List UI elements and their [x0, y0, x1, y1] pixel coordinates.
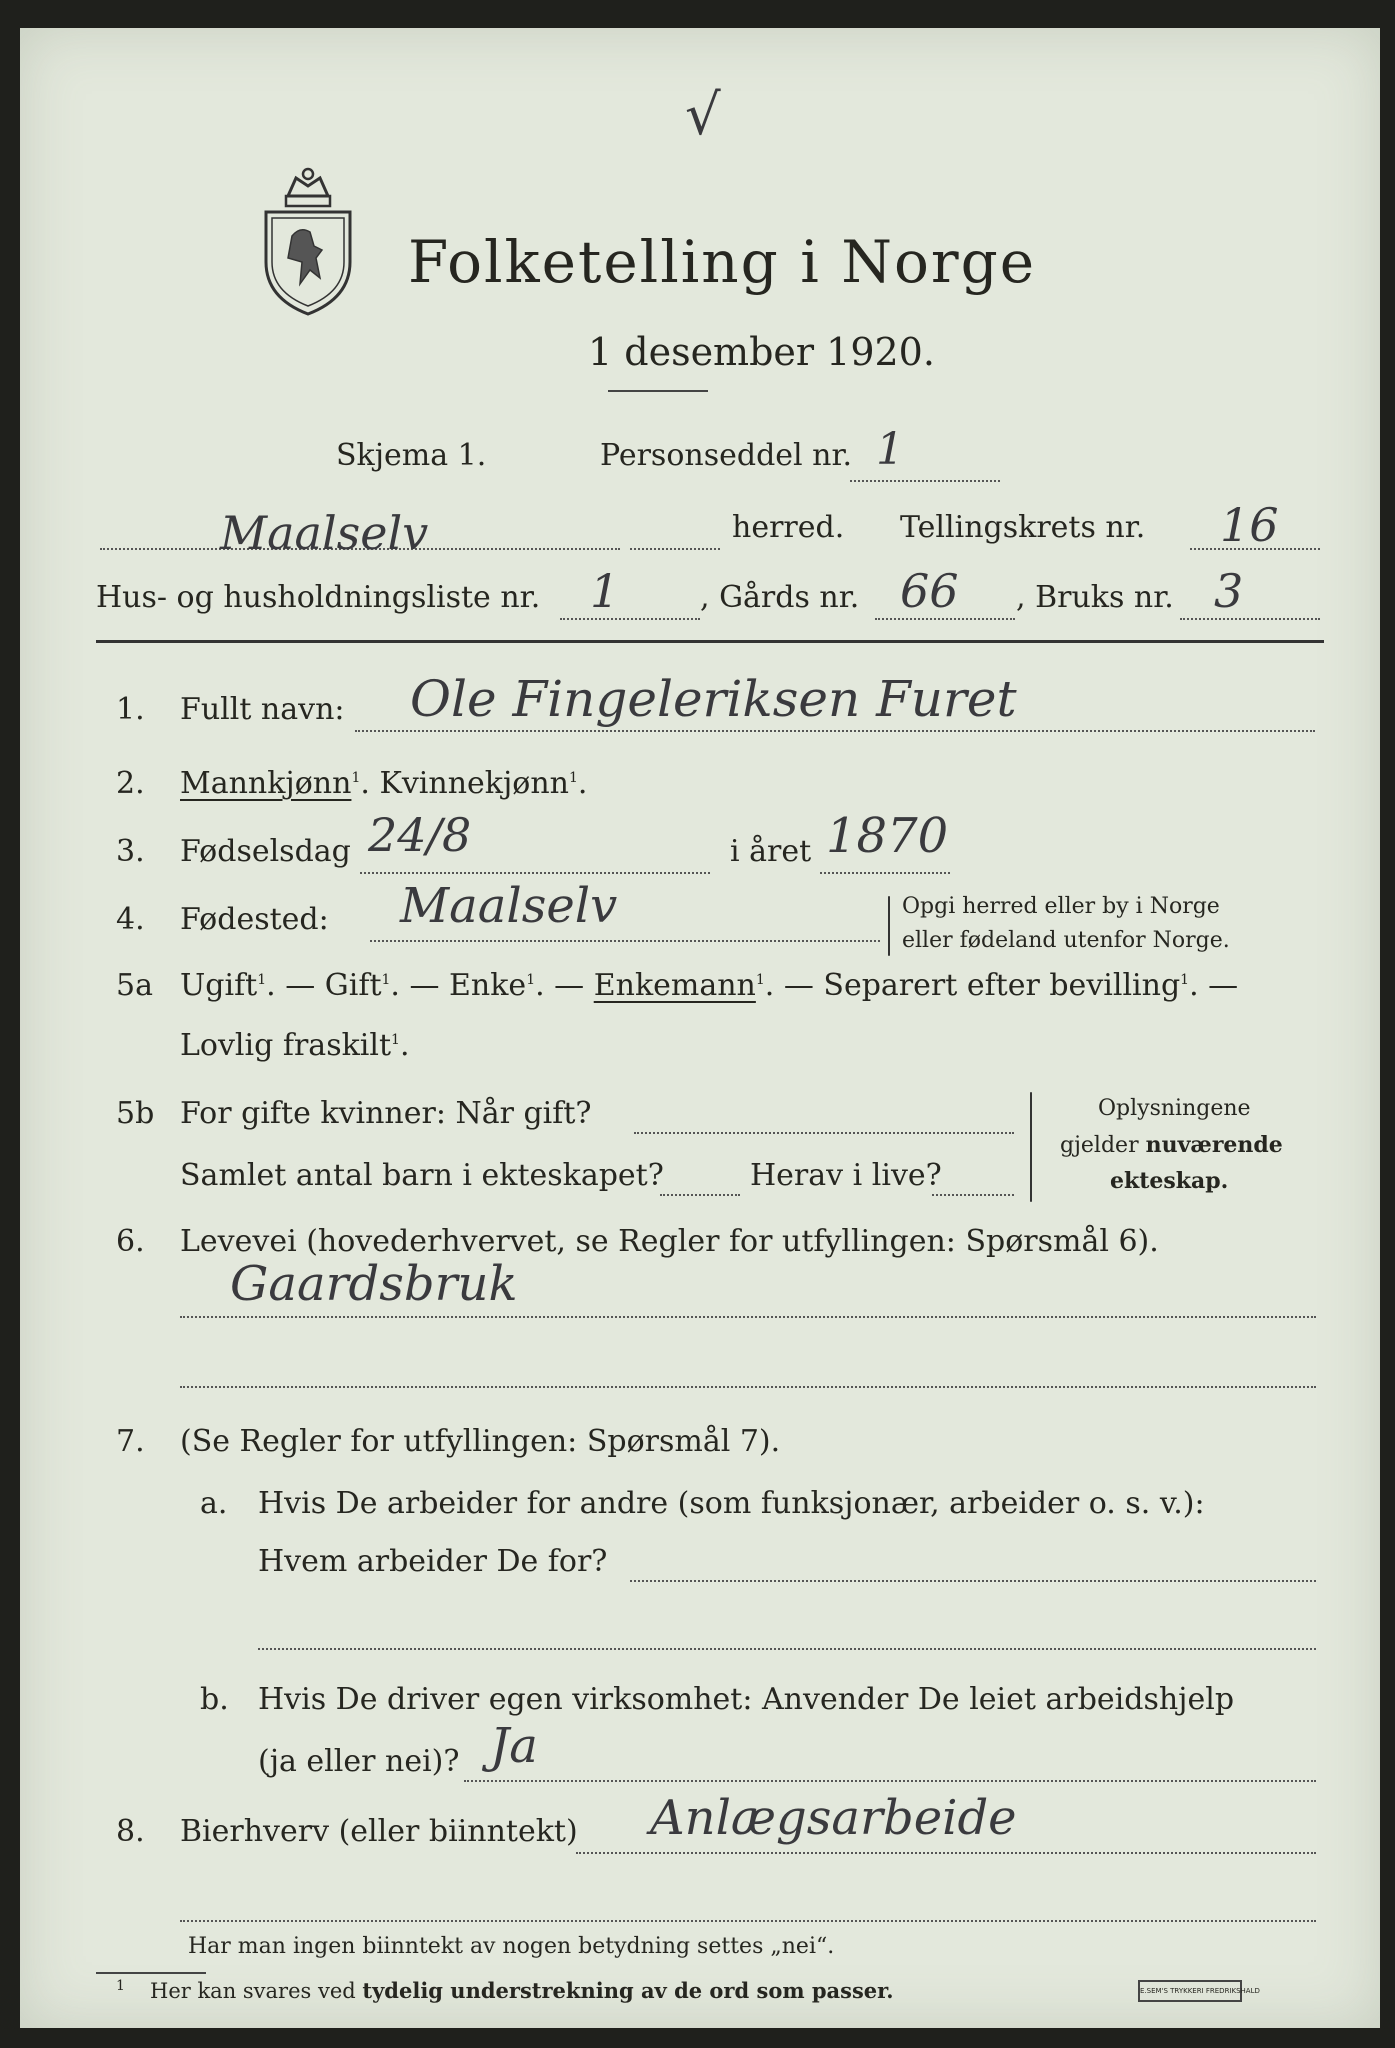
q5b-note-3: ekteskap. [1110, 1168, 1229, 1194]
q7b-value: Ja [490, 1718, 538, 1774]
q3-day-line [360, 872, 710, 874]
printer-stamp: E.SEM'S TRYKKERI FREDRIKSHALD [1138, 1980, 1242, 2002]
gards-line [875, 618, 1015, 620]
q4-number: 4. [116, 902, 145, 937]
q5b-label-3: Herav i live? [750, 1158, 942, 1193]
hus-label: Hus- og husholdningsliste nr. [96, 580, 541, 615]
q5b-line-3 [932, 1194, 1014, 1196]
q2-male-option: Mannkjønn [180, 766, 352, 801]
q8-label: Bierhverv (eller biinntekt) [180, 1814, 578, 1849]
herred-label: herred. [732, 510, 845, 545]
q2-number: 2. [116, 766, 145, 801]
q6-value: Gaardsbruk [230, 1256, 518, 1312]
q8-line-1 [576, 1852, 1316, 1854]
q4-value: Maalselv [400, 878, 618, 934]
hus-line [560, 618, 700, 620]
q4-note-1: Opgi herred eller by i Norge [902, 894, 1220, 919]
personseddel-line [850, 480, 1000, 482]
q3-year-label: i året [730, 834, 812, 869]
q7a-question: Hvem arbeider De for? [258, 1544, 608, 1579]
bruks-label: , Bruks nr. [1016, 580, 1174, 615]
q1-line [355, 730, 1315, 732]
bruks-value: 3 [1214, 564, 1244, 618]
footnote-divider [96, 1972, 206, 1974]
header-rule [96, 640, 1324, 643]
q7a-text: Hvis De arbeider for andre (som funksjonær, arbeider o. s. v.): [258, 1486, 1205, 1521]
form-title: Folketelling i Norge [408, 228, 1037, 296]
q3-year-value: 1870 [826, 808, 949, 864]
q5b-label-1: For gifte kvinner: Når gift? [180, 1096, 592, 1131]
q8-number: 8. [116, 1814, 145, 1849]
personseddel-label: Personseddel nr. [600, 438, 853, 473]
q7a-line-1 [630, 1580, 1316, 1582]
footnote-text: Her kan svares ved tydelig understrekning av de ord som passer. [150, 1978, 894, 2003]
q3-number: 3. [116, 834, 145, 869]
q7a-letter: a. [200, 1486, 228, 1521]
q1-number: 1. [116, 692, 145, 727]
q4-line [370, 940, 880, 942]
herred-line-2 [630, 548, 720, 550]
q5a-selected-option: Enkemann [593, 968, 756, 1003]
q4-note-2: eller fødeland utenfor Norge. [902, 928, 1230, 953]
gards-value: 66 [900, 564, 959, 618]
q6-label: Levevei (hovederhvervet, se Regler for utfyllingen: Spørsmål 6). [180, 1224, 1159, 1259]
q8-line-2 [180, 1920, 1316, 1922]
q5a-fraskilt: Lovlig fraskilt$^1$. [180, 1028, 410, 1063]
q3-label: Fødselsdag [180, 834, 351, 869]
check-mark: √ [685, 83, 721, 148]
footnote-mark: 1 [116, 1978, 125, 1994]
q7b-line [464, 1780, 1316, 1782]
q7-label: (Se Regler for utfyllingen: Spørsmål 7). [180, 1424, 781, 1459]
footer-note: Har man ingen biinntekt av nogen betydning settes „nei“. [188, 1934, 835, 1959]
q5b-line-2 [660, 1194, 740, 1196]
q7a-line-2 [258, 1648, 1316, 1650]
q5b-brace [1030, 1092, 1032, 1202]
q6-number: 6. [116, 1224, 145, 1259]
q5b-note-2: gjelder nuværende [1060, 1132, 1283, 1158]
personseddel-value: 1 [876, 424, 904, 475]
q8-value: Anlægsarbeide [650, 1790, 1017, 1846]
q2-options: Mannkjønn$^1$. Kvinnekjønn$^1$. [180, 766, 588, 801]
q4-label: Fødested: [180, 902, 329, 937]
q7b-letter: b. [200, 1682, 229, 1717]
q1-label: Fullt navn: [180, 692, 345, 727]
tellingskrets-label: Tellingskrets nr. [900, 510, 1146, 545]
census-date: 1 desember 1920. [588, 330, 935, 374]
hus-value: 1 [590, 564, 620, 618]
q1-value: Ole Fingeleriksen Furet [410, 670, 1017, 728]
q5b-number: 5b [116, 1096, 155, 1131]
tellingskrets-value: 16 [1220, 498, 1279, 552]
q4-brace [888, 896, 890, 956]
bruks-line [1180, 618, 1320, 620]
q5b-note-1: Oplysningene [1098, 1096, 1251, 1121]
q5b-label-2: Samlet antal barn i ekteskapet? [180, 1158, 664, 1193]
q3-year-line [820, 872, 950, 874]
q5b-line-1 [634, 1132, 1014, 1134]
gards-label: , Gårds nr. [700, 580, 860, 615]
title-divider [608, 390, 708, 392]
q7b-question: (ja eller nei)? [258, 1744, 460, 1779]
q7b-text: Hvis De driver egen virksomhet: Anvender De leiet arbeidshjelp [258, 1682, 1235, 1717]
herred-value: Maalselv [220, 506, 429, 560]
q6-line-2 [180, 1386, 1316, 1388]
q6-line-1 [180, 1316, 1316, 1318]
q5a-options: Ugift$^1$. — Gift$^1$. — Enke$^1$. — Enkemann$^1$. — Separert efter bevilling$^1$. — [180, 968, 1239, 1003]
skjema-label: Skjema 1. [336, 438, 487, 473]
q7-number: 7. [116, 1424, 145, 1459]
q3-day-value: 24/8 [368, 808, 472, 862]
coat-of-arms-icon [258, 166, 358, 316]
q5a-number: 5a [116, 968, 153, 1003]
q2-female-option: Kvinnekjønn [379, 766, 569, 801]
census-form-sheet [20, 28, 1380, 2028]
